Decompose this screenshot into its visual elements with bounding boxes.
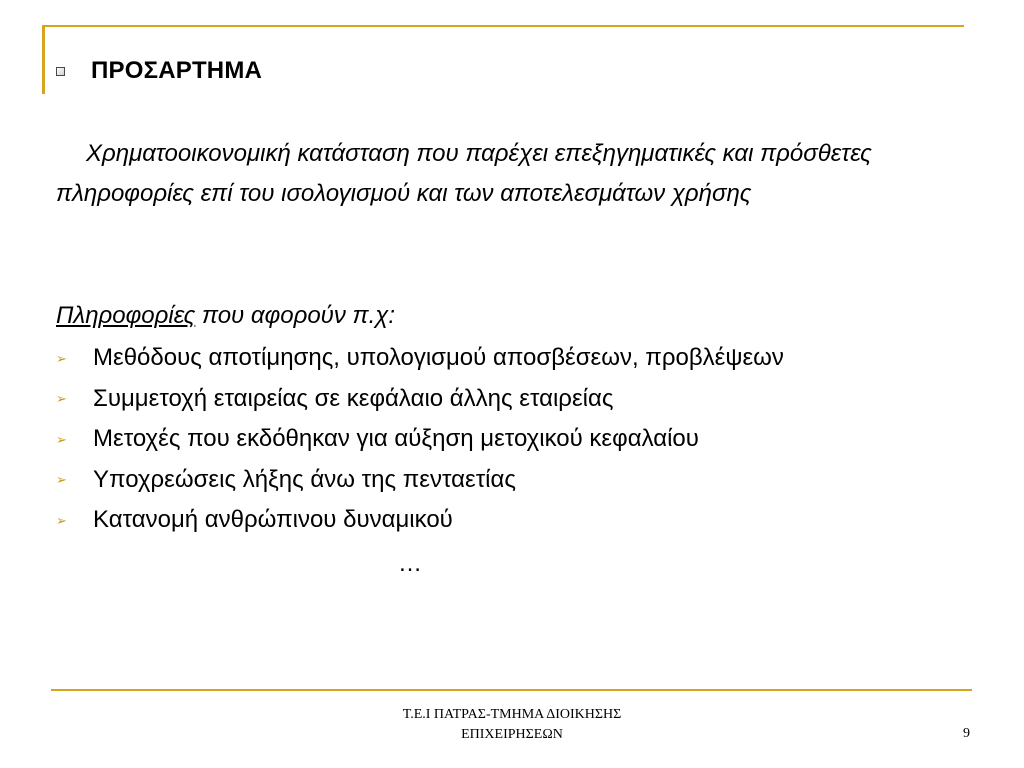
square-bullet-icon <box>56 67 65 76</box>
title-row <box>56 56 262 86</box>
footer-text <box>312 705 712 745</box>
list-item <box>56 500 784 541</box>
list-item-text: Κατανομή ανθρώπινου δυναμικού <box>93 506 453 534</box>
arrow-bullet-icon: ➢ <box>56 431 67 447</box>
info-heading <box>56 296 395 336</box>
slide-title: ΠΡΟΣΑΡΤΗΜΑ <box>91 57 263 84</box>
footer-line-2: ΕΠΙΧΕΙΡΗΣΕΩΝ <box>461 727 563 742</box>
left-accent-line <box>42 25 45 94</box>
list-item-text: Υποχρεώσεις λήξης άνω της πενταετίας <box>93 465 516 493</box>
ellipsis: … <box>398 550 422 577</box>
list-item <box>56 419 784 460</box>
page-number: 9 <box>963 726 970 741</box>
definition-text: Χρηματοοικονομική κατάσταση που παρέχει επεξηγηματικές και πρόσθετες πληροφορίες επί του ισολογισμού και των αποτελεσμάτων χρήσης <box>56 140 872 207</box>
arrow-bullet-icon: ➢ <box>56 472 67 488</box>
list-item <box>56 379 784 420</box>
arrow-bullet-icon: ➢ <box>56 391 67 407</box>
list-item-text: Μετοχές που εκδόθηκαν για αύξηση μετοχικού κεφαλαίου <box>93 425 699 453</box>
info-heading-rest: που αφορούν π.χ: <box>195 302 396 329</box>
bottom-accent-line <box>51 689 972 691</box>
list-item-text: Μεθόδους αποτίμησης, υπολογισμού αποσβέσεων, προβλέψεων <box>93 344 784 372</box>
list-item-text: Συμμετοχή εταιρείας σε κεφάλαιο άλλης εταιρείας <box>93 384 614 412</box>
info-heading-underlined: Πληροφορίες <box>56 302 196 329</box>
top-accent-line <box>42 25 964 27</box>
list-item <box>56 460 784 501</box>
info-list <box>56 338 784 541</box>
footer-line-1: Τ.Ε.Ι ΠΑΤΡΑΣ-ΤΜΗΜΑ ΔΙΟΙΚΗΣΗΣ <box>402 707 622 722</box>
list-item <box>56 338 784 379</box>
arrow-bullet-icon: ➢ <box>56 512 67 528</box>
arrow-bullet-icon: ➢ <box>56 350 67 366</box>
